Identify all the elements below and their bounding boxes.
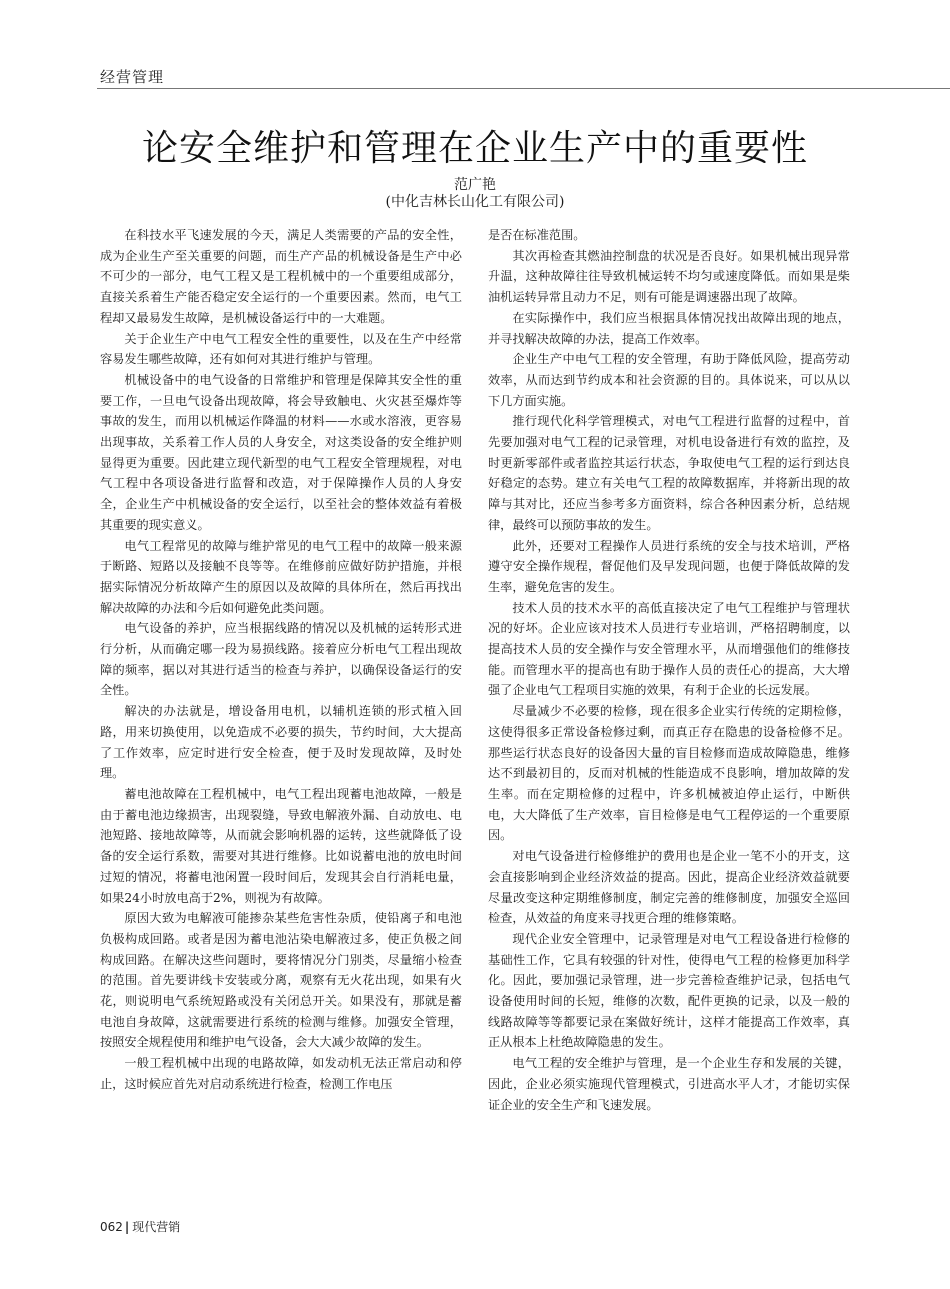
paragraph: 尽量减少不必要的检修，现在很多企业实行传统的定期检修，这使得很多正常设备检修过剩，而真正存在隐患的设备检修不足。那些运行状态良好的设备因大量的盲目检修而造成故障隐患，维修达不到最初目的，反而对机械的性能造成不良影响，增加故障的发生率。而在定期检修的过程中，许多机械被迫停止运行，中断供电，大大降低了生产效率，盲目检修是电气工程停运的一个重要原因。: [488, 704, 850, 843]
paragraph: 其次再检查其燃油控制盘的状况是否良好。如果机械出现异常升温，这种故障往往导致机械运转不均匀或速度降低。而如果是柴油机运转异常且动力不足，则有可能是调速器出现了故障。: [488, 248, 850, 305]
paragraph: 原因大致为电解液可能掺杂某些危害性杂质，使铅离子和电池负极构成回路。或者是因为蓄电池沾染电解液过多，使正负极之间构成回路。在解决这些问题时，要将情况分门别类，尽量缩小检查的范围。首先要讲线卡安装或分离，观察有无火花出现，如果有火花，则说明电气系统短路或没有关闭总开关。如果没有，那就是蓄电池自身故障，这就需要进行系统的检测与维修。加强安全管理，按照安全规程使用和维护电气设备，会大大减少故障的发生。: [100, 911, 462, 1050]
article-title: 论安全维护和管理在企业生产中的重要性: [141, 128, 808, 169]
publication-name: 现代营销: [132, 1220, 181, 1234]
footer-separator: |: [124, 1220, 130, 1234]
paragraph: 技术人员的技术水平的高低直接决定了电气工程维护与管理状况的好坏。企业应该对技术人员进行专业培训，严格招聘制度，以提高技术人员的安全操作与安全管理水平，从而增强他们的维修技能。而管理水平的提高也有助于操作人员的责任心的提高，大大增强了企业电气工程项目实施的效果，有利于企业的长远发展。: [488, 600, 850, 698]
author-affiliation: (中化吉林长山化工有限公司): [385, 194, 565, 210]
page-number: 062: [100, 1220, 123, 1234]
header-rule: [97, 88, 950, 89]
paragraph: 现代企业安全管理中，记录管理是对电气工程设备进行检修的基础性工作，它具有较强的针对性，使得电气工程的检修更加科学化。因此，要加强记录管理，进一步完善检查维护记录，包括电气设备使用时间的长短，维修的次数，配件更换的记录，以及一般的线路故障等等都要记录在案做好统计，这样才能提高工作效率，真正从根本上杜绝故障隐患的发生。: [488, 931, 850, 1050]
author-name: 范广艳: [454, 177, 496, 193]
left-column: [100, 225, 462, 1095]
paragraph: 机械设备中的电气设备的日常维护和管理是保障其安全性的重要工作，一旦电气设备出现故障，将会导致触电、火灾甚至爆炸等事故的发生，而用以机械运作降温的材料——水或水溶液，更容易出现事故，关系着工作人员的人身安全，对这类设备的安全维护则显得更为重要。因此建立现代新型的电气工程安全管理规程，对电气工程中各项设备进行监督和改造，对于保障操作人员的人身安全，企业生产中机械设备的安全运行，以至社会的整体效益有着极其重要的现实意义。: [100, 372, 462, 532]
paragraph: 一般工程机械中出现的电路故障，如发动机无法正常启动和停止，这时候应首先对启动系统进行检查，检测工作电压: [100, 1056, 462, 1091]
right-column: [488, 225, 850, 1115]
paragraph: 在实际操作中，我们应当根据具体情况找出故障出现的地点，并寻找解决故障的办法，提高工作效率。: [488, 310, 850, 346]
paragraph: 解决的办法就是，增设备用电机，以辅机连锁的形式植入回路，用来切换使用，以免造成不必要的损失，节约时间，大大提高了工作效率，应定时进行安全检查，便于及时发现故障，及时处理。: [100, 704, 462, 781]
paragraph: 关于企业生产中电气工程安全性的重要性，以及在生产中经常容易发生哪些故障，还有如何对其进行维护与管理。: [100, 331, 462, 367]
paragraph: 电气工程常见的故障与维护常见的电气工程中的故障一般来源于断路、短路以及接触不良等等。在维修前应做好防护措施，并根据实际情况分析故障产生的原因以及故障的具体所在，然后再找出解决故障的办法和今后如何避免此类问题。: [100, 538, 462, 615]
paragraph: 对电气设备进行检修维护的费用也是企业一笔不小的开支，这会直接影响到企业经济效益的提高。因此，提高企业经济效益就要尽量改变这种定期维修制度，制定完善的维修制度，加强安全巡回检查，从效益的角度来寻找更合理的维修策略。: [488, 849, 850, 926]
paragraph: 此外，还要对工程操作人员进行系统的安全与技术培训，严格遵守安全操作规程，督促他们及早发现问题，也便于降低故障的发生率，避免危害的发生。: [488, 538, 850, 594]
paragraph: 推行现代化科学管理模式，对电气工程进行监督的过程中，首先要加强对电气工程的记录管理，对机电设备进行有效的监控，及时更新零部件或者监控其运行状态，争取使电气工程的运行到达良好稳定的态势。建立有关电气工程的故障数据库，并将新出现的故障与其对比，还应当参考多方面资料，综合各种因素分析，总结规律，最终可以预防事故的发生。: [488, 414, 850, 532]
section-header: 经营管理: [100, 68, 165, 86]
paragraph: 蓄电池故障在工程机械中，电气工程出现蓄电池故障，一般是由于蓄电池边缘损害，出现裂缝，导致电解液外漏、自动放电、电池短路、接地故障等，从而就会影响机器的运转，这些就降低了设备的安全运行系数，需要对其进行维修。比如说蓄电池的放电时间过短的情况，将蓄电池闲置一段时间后，发现其会自行消耗电量，如果24小时放电高于2%，则视为有故障。: [100, 786, 462, 905]
paragraph: 企业生产中电气工程的安全管理，有助于降低风险，提高劳动效率，从而达到节约成本和社会资源的目的。具体说来，可以从以下几方面实施。: [488, 352, 850, 408]
paragraph-continuation: 是否在标准范围。: [488, 228, 586, 242]
paragraph: 在科技水平飞速发展的今天，满足人类需要的产品的安全性，成为企业生产至关重要的问题，而生产产品的机械设备是生产中必不可少的一部分，电气工程又是工程机械中的一个重要组成部分，直接关系着生产能否稳定安全运行的一个重要因素。然而，电气工程却又最易发生故障，是机械设备运行中的一大难题。: [100, 228, 462, 325]
page-footer: [100, 1218, 180, 1235]
paragraph: 电气工程的安全维护与管理，是一个企业生存和发展的关键，因此，企业必须实施现代管理模式，引进高水平人才，才能切实保证企业的安全生产和飞速发展。: [488, 1056, 850, 1112]
paragraph: 电气设备的养护，应当根据线路的情况以及机械的运转形式进行分析，从而确定哪一段为易损线路。接着应分析电气工程出现故障的频率，据以对其进行适当的检查与养护，以确保设备运行的安全性。: [100, 621, 462, 698]
